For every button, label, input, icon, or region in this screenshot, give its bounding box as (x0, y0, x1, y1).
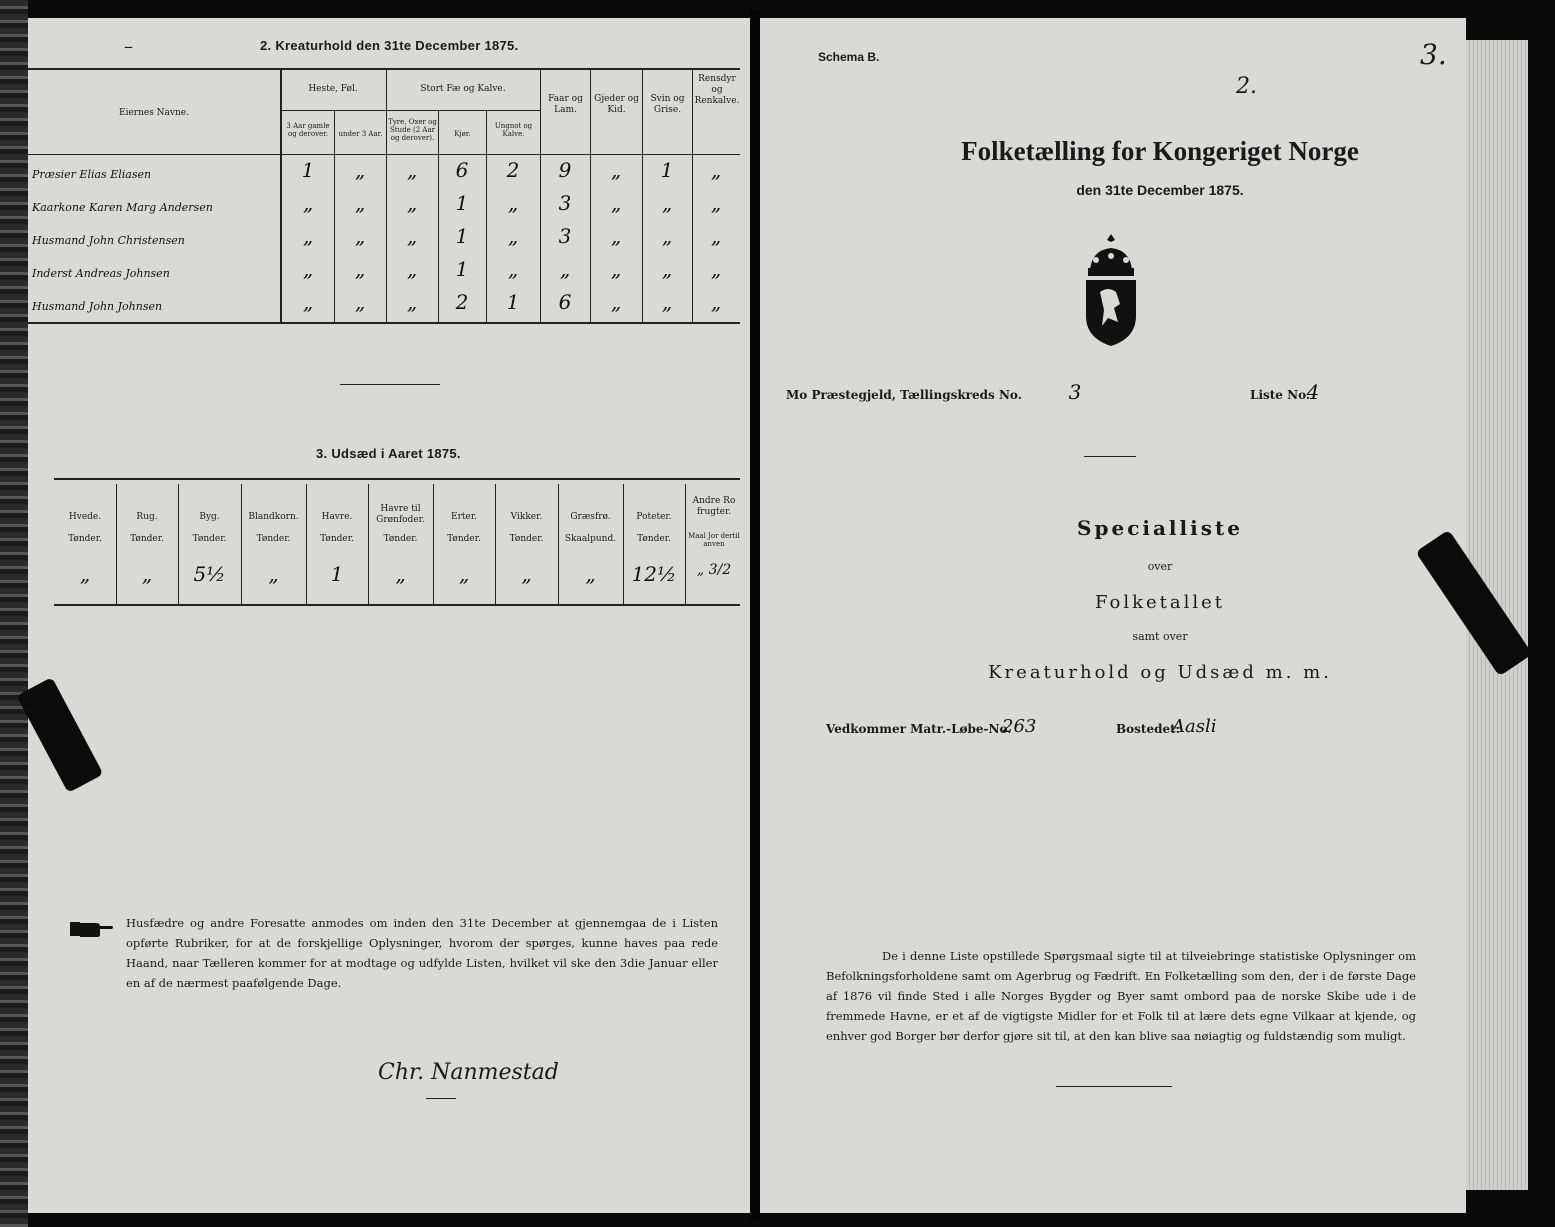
cell: 1 (660, 158, 674, 182)
cell: 1 (455, 191, 469, 215)
bosted-label: Bostedet: (1116, 722, 1181, 736)
matr-number: 263 (1002, 716, 1037, 737)
cell: „ (610, 191, 622, 215)
seed-value: „ (395, 562, 406, 586)
norwegian-coat-of-arms-icon (1078, 230, 1144, 350)
seed-label: Græsfrø. (570, 512, 611, 522)
col-cows: Kjør. (454, 130, 471, 138)
cell: 1 (506, 290, 520, 314)
seed-label: Vikker. (510, 512, 543, 522)
cell: „ (507, 224, 519, 248)
divider-rule (1056, 1086, 1172, 1087)
col-horses-under3: under 3 Aar. (338, 130, 383, 138)
seed-unit: Skaalpund. (564, 534, 617, 544)
cell: „ (559, 257, 571, 281)
seed-value: „ (141, 562, 153, 586)
cell: 1 (455, 257, 469, 281)
seed-unit: Tønder. (256, 534, 291, 544)
cattle-group-header: Stort Fæ og Kalve. (420, 84, 506, 94)
schema-label: Schema B. (818, 50, 880, 64)
book-gutter (750, 10, 760, 1220)
corner-mark: – (124, 36, 133, 57)
cell: 1 (455, 224, 469, 248)
seed-unit: Tønder. (383, 534, 418, 544)
folketallet-heading: Folketallet (1094, 592, 1226, 613)
cell: „ (610, 290, 622, 314)
seed-label: Rug. (136, 512, 158, 522)
census-date: den 31te December 1875. (1076, 182, 1244, 198)
cell: „ (302, 290, 314, 314)
seed-label: Havre. (321, 512, 353, 522)
cell: „ (354, 290, 366, 314)
census-title: Folketælling for Kongeriget Norge (961, 136, 1359, 166)
cell: 3 (558, 224, 572, 248)
seed-unit: Maal Jor dertil anven (688, 532, 740, 548)
col-horses-3yr: 3 Aar gamle og derover. (286, 122, 330, 138)
list-number: 4 (1306, 380, 1320, 404)
owner-name: Husmand John Christensen (32, 234, 185, 247)
seed-label: Byg. (199, 512, 220, 522)
col-goats: Gjeder og Kid. (594, 94, 639, 115)
over-label: over (1147, 560, 1173, 573)
col-pigs: Svin og Grise. (650, 94, 685, 115)
cell: „ (710, 224, 722, 248)
seed-unit: Tønder. (447, 534, 481, 544)
cell: „ (661, 290, 673, 314)
seed-unit: Tønder. (192, 534, 227, 544)
seed-value: 5½ (193, 562, 226, 586)
col-reindeer: Rensdyr og Renkalve. (694, 74, 740, 106)
divider-rule (1084, 456, 1136, 457)
horses-group-header: Heste, Føl. (308, 84, 358, 94)
cell: „ (406, 257, 418, 281)
cell: „ (661, 224, 673, 248)
divider-rule (340, 384, 440, 385)
seed-unit: Tønder. (68, 534, 102, 544)
specialliste-heading: Specialliste (1077, 516, 1243, 540)
cell: 3 (558, 191, 572, 215)
cell: „ (354, 158, 366, 182)
seed-unit: Tønder. (320, 534, 354, 544)
samt-over-label: samt over (1132, 630, 1188, 643)
owner-name: Præsier Elias Eliasen (32, 168, 152, 181)
cell: „ (710, 158, 722, 182)
signature: Chr. Nanmestad (378, 1060, 559, 1085)
col-sheep: Faar og Lam. (548, 94, 583, 115)
cell: „ (610, 158, 622, 182)
cell: „ (406, 158, 418, 182)
seed-label: Havre til Grønfoder. (376, 504, 425, 525)
cell: „ (406, 290, 418, 314)
cell: „ (507, 257, 519, 281)
cell: „ (302, 191, 314, 215)
cell: „ (354, 224, 366, 248)
seed-unit: Tønder. (509, 534, 544, 544)
district-label: Mo Præstegjeld, Tællingskreds No. (786, 388, 1022, 402)
owner-name: Husmand John Johnsen (32, 300, 163, 313)
livestock-title: 2. Kreaturhold den 31te December 1875. (260, 38, 519, 53)
right-page (760, 18, 1466, 1213)
cell: „ (406, 191, 418, 215)
kreaturhold-heading: Kreaturhold og Udsæd m. m. (988, 662, 1332, 683)
bosted-value: Aasli (1172, 716, 1217, 737)
seed-value: „ (79, 562, 91, 586)
pointing-hand-icon (70, 918, 114, 940)
seed-unit: Tønder. (130, 534, 164, 544)
seed-unit: Tønder. (637, 534, 671, 544)
left-page (28, 18, 750, 1213)
cell: „ (406, 224, 418, 248)
seed-label: Erter. (451, 512, 477, 522)
col-bulls: Tyre, Oxer og Stude (2 Aar og derover). (388, 118, 437, 142)
cell: „ (710, 191, 722, 215)
signature-underline (426, 1098, 456, 1099)
cell: 6 (558, 290, 572, 314)
cell: „ (610, 224, 622, 248)
seed-label: Poteter. (636, 512, 672, 522)
seed-title: 3. Udsæd i Aaret 1875. (316, 446, 461, 461)
seed-value: „ (585, 562, 596, 586)
explanation-paragraph: De i denne Liste opstillede Spørgsmaal sigte til at tilveiebringe statistiske Oplysninger om Befolkningsforholdene samt om Agerbrug og Fædrift. En Folketælling som den, der i de første Dage af 1876 vil finde Sted i alle Norges Bygder og Byer samt ombord paa de norske Skibe ude i de fremmede Havne, er et af de vigtigste Midler for et Folk til at lære dets egne Vilkaar at kjende, og enhver god Borger bør derfor gjøre sit til, at den kan blive saa nøiagtig og fuldstændig som muligt. (826, 949, 1416, 1043)
owner-header: Eiernes Navne. (119, 108, 189, 118)
cell: „ (661, 257, 673, 281)
cell: „ (302, 224, 314, 248)
page-number: 3. (1420, 38, 1447, 71)
owner-name: Inderst Andreas Johnsen (32, 267, 170, 280)
cell: „ (710, 257, 722, 281)
district-number: 3 (1068, 380, 1082, 404)
matr-label: Vedkommer Matr.-Løbe-No. (826, 722, 1012, 736)
seed-value: „ (458, 562, 470, 586)
cell: „ (354, 191, 366, 215)
cell: 9 (558, 158, 572, 182)
list-label: Liste No. (1250, 388, 1311, 402)
cell: „ (507, 191, 519, 215)
cell: 2 (506, 158, 520, 182)
cell: „ (661, 191, 673, 215)
seed-label: Andre Ro frugter. (692, 496, 736, 517)
seed-value: „ (521, 562, 532, 586)
seed-label: Blandkorn. (248, 512, 299, 522)
cell: „ (710, 290, 722, 314)
seed-value: 12½ (631, 562, 677, 586)
cell: „ (302, 257, 314, 281)
cell: „ (354, 257, 366, 281)
cell: 1 (301, 158, 315, 182)
cell: 2 (455, 290, 469, 314)
cell: 6 (455, 158, 469, 182)
seed-value: „ 3/2 (696, 562, 732, 578)
sheet-number: 2. (1236, 74, 1257, 99)
notice-text: Husfædre og andre Foresatte anmodes om inden den 31te December at gjennemgaa de i Listen opførte Rubriker, for at de forskjellige Oplysninger, hvorom der spørges, kunne haves paa rede Haand, naar Tælleren kommer for at modtage og udfylde Listen, hvilket vil ske den 3die Januar eller en af de nærmest paafølgende Dage. (126, 916, 718, 990)
owner-name: Kaarkone Karen Marg Andersen (32, 201, 213, 214)
seed-label: Hvede. (68, 512, 102, 522)
seed-value: „ (268, 562, 279, 586)
book-binding-edge (0, 0, 28, 1227)
seed-value: 1 (330, 562, 344, 586)
cell: „ (610, 257, 622, 281)
col-young-cattle: Ungnot og Kalve. (494, 122, 533, 138)
